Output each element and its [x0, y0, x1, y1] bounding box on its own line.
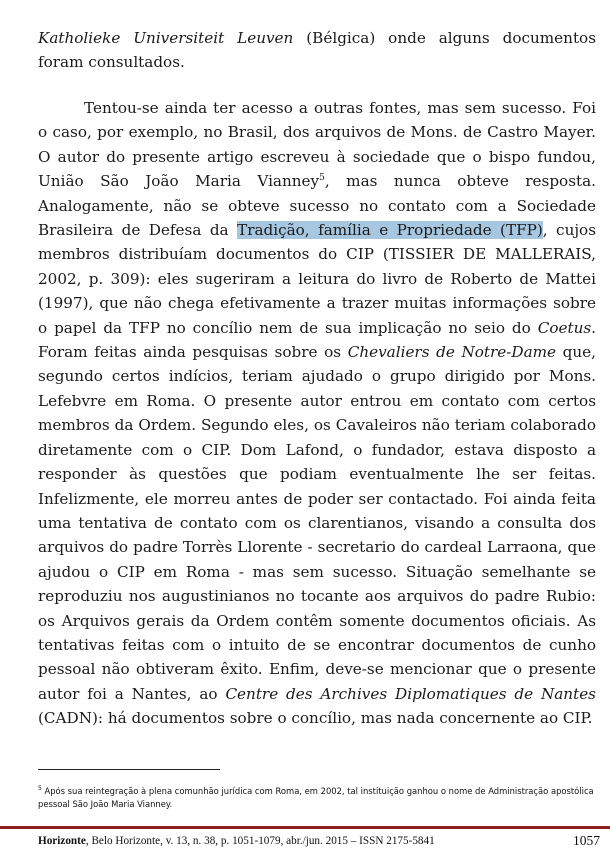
footer-divider-bar [0, 826, 610, 829]
footnote-text: Após sua reintegração à plena comunhão jurídica com Roma, em 2002, tal instituição ganhou o nome de Administração apostólica pessoal São João Maria Vianney. [38, 786, 594, 809]
footer-citation [38, 835, 435, 847]
footnote-number: 5 [38, 785, 42, 793]
paragraph1-text: (Bélgica) onde alguns documentos foram consultados. [38, 29, 596, 72]
footnote-reference[interactable]: 5 [319, 173, 325, 184]
coetus-italic: Coetus [537, 318, 592, 337]
paragraph2-text-5: que, segundo certos indícios, teriam ajudado o grupo dirigido por Mons. Lefebvre em Roma. O presente autor entrou em contato com certos membros da Ordem. Segundo eles, os Cavaleiros não teriam colaborado diretamente com o CIP. Dom Lafond, o fundador, estava disposto a responder às questões que podiam eventualmente lhe ser feitas. Infelizmente, ele morreu antes de poder ser contactado. Foi ainda feita uma tentativa de contato com os clarentianos, visando a consulta dos arquivos do padre Torrès Llorente - secretario do cardeal Larraona, que ajudou o CIP em Roma - mas sem sucesso. Situação semelhante se reproduziu nos augustinianos no tocante aos arquivos do padre Rubio: os Arquivos gerais da Ordem contêm somente documentos oficiais. As tentativas feitas com o intuito de se encontrar documentos de cunho pessoal não obtiveram êxito. Enfim, deve-se mencionar que o presente autor foi a Nantes, ao [38, 343, 596, 703]
footnote [38, 785, 598, 810]
paragraph2-text-1: Tentou-se ainda ter acesso a outras fontes, mas sem sucesso. Foi o caso, por exemplo, no Brasil, dos arquivos de Mons. de Castro Mayer. O autor do presente artigo escreveu à sociedade que o bispo fundou, União São João Maria Vianney [38, 99, 596, 191]
page-footer [38, 833, 600, 853]
footnote-divider [38, 769, 220, 770]
cadn-italic: Centre des Archives Diplomatiques de Nantes [225, 684, 596, 703]
citation-details: , Belo Horizonte, v. 13, n. 38, p. 1051-1079, abr./jun. 2015 – ISSN 2175-5841 [85, 835, 435, 847]
highlighted-text-selection[interactable]: Tradição, família e Propriedade (TFP) [237, 221, 543, 240]
paragraph2-text-6: (CADN): há documentos sobre o concílio, mas nada concernente ao CIP. [38, 709, 593, 728]
paragraph2-text-2: , mas nunca obteve resposta. Analogamente, não se obteve sucesso no contato com a Sociedade Brasileira de Defesa da [38, 172, 596, 240]
paragraph2-text-3: , cujos membros distribuíam documentos do CIP (TISSIER DE MALLERAIS, 2002, p. 309): eles sugeriram a leitura do livro de Roberto de Mattei (1997), que não chega efetivamente a trazer muitas informações sobre o papel da TFP no concílio nem de sua implicação no seio do [38, 221, 596, 337]
paragraph-continuation [38, 26, 596, 75]
chevaliers-italic: Chevaliers de Notre-Dame [347, 343, 557, 362]
paragraph-main [38, 96, 596, 731]
institution-name: Katholieke Universiteit Leuven [38, 29, 294, 47]
journal-name: Horizonte [38, 835, 86, 847]
page-number: 1057 [573, 833, 600, 848]
paragraph2-text-4: . Foram feitas ainda pesquisas sobre os [38, 318, 596, 362]
